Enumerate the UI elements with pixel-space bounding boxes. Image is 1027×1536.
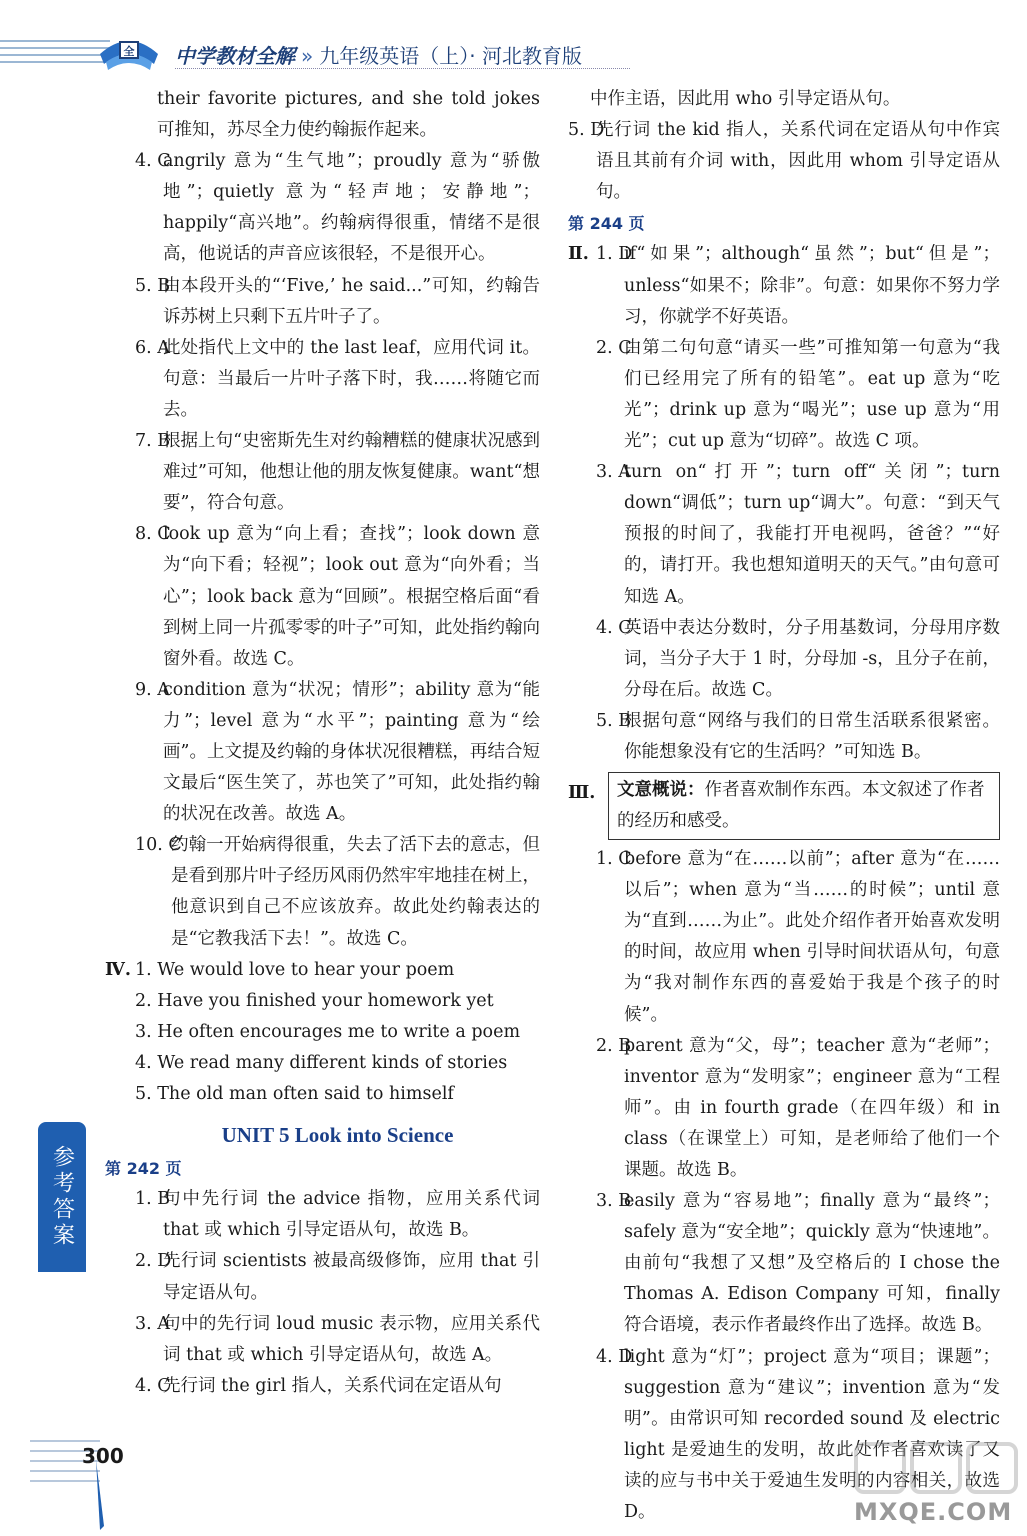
answer-explanation: before 意为“在……以前”；after 意为“在……以后”；when 意为“当……的时候”；until 意为“直到……为止”。此处介绍作者开始喜欢发明的时间，故应用 when 引导时间状语从句，句意为“我对制作东西的喜爱始于我是个孩子的时候”。 bbox=[624, 849, 1000, 1025]
answer-item-8 bbox=[135, 519, 540, 674]
answer-number: 3. B bbox=[596, 1191, 632, 1212]
answer-number: 2. B bbox=[596, 1035, 632, 1056]
watermark-text: MXQE.COM bbox=[854, 1498, 1013, 1526]
answer-number: 4. C bbox=[135, 1375, 171, 1396]
section-label: Ⅲ. bbox=[568, 783, 596, 804]
answer-explanation: 此处指代上文中的 the last leaf，应用代词 it。句意：当最后一片叶子落下时，我……将随它而去。 bbox=[163, 337, 540, 420]
answer-continuation: their favorite pictures, and she told jokes 可推知，苏尽全力使约翰振作起来。 bbox=[157, 89, 540, 141]
answer-continuation: 中作主语，因此用 who 引导定语从句。 bbox=[590, 89, 901, 109]
double-chevron-icon: » bbox=[301, 44, 314, 68]
answer-number: 4. C bbox=[596, 617, 632, 638]
answer-item-5c bbox=[596, 706, 1000, 768]
sentence-item: 4. We read many different kinds of stories bbox=[135, 1052, 508, 1073]
answer-number: 1. B bbox=[135, 1189, 171, 1210]
header-decor-lines bbox=[0, 40, 110, 68]
footer-stroke-icon bbox=[94, 1460, 106, 1532]
answer-number: 6. A bbox=[135, 337, 170, 358]
answer-item-2b bbox=[596, 333, 1000, 457]
answer-explanation: 句中的先行词 loud music 表示物，应用关系代词 that 或 which 引导定语从句，故选 A。 bbox=[163, 1313, 540, 1365]
sentence-item: 3. He often encourages me to write a poem bbox=[135, 1021, 521, 1042]
sentence-item: 2. Have you finished your homework yet bbox=[135, 990, 494, 1011]
answer-explanation: 先行词 the girl 指人，关系代词在定语从句 bbox=[163, 1375, 502, 1396]
right-column bbox=[568, 84, 1000, 1528]
answer-number: 5. B bbox=[135, 275, 171, 296]
answer-explanation: 根据句意“网络与我们的日常生活联系很紧密。你能想象没有它的生活吗？”可知选 B。 bbox=[624, 710, 1000, 762]
answer-explanation: 由第二句句意“请买一些”可推知第一句意为“我们已经用完了所有的铅笔”。eat up 意为“吃光”；drink up 意为“喝光”；use up 意为“用光”；cut up 意为“切碎”。故选 C 项。 bbox=[624, 337, 1000, 452]
answer-explanation: look up 意为“向上看；查找”；look down 意为“向下看；轻视”；look out 意为“向外看；当心”；look back 意为“回顾”。根据空格后面“看到树上同一片孤零零的叶子”可知，此处指约翰向窗外看。故选 C。 bbox=[163, 524, 540, 669]
answer-item-4 bbox=[135, 146, 540, 270]
answer-explanation: 句中先行词 the advice 指物，应用关系代词 that 或 which 引导定语从句，故选 B。 bbox=[163, 1189, 540, 1241]
answer-explanation: easily 意为“容易地”；finally 意为“最终”；safely 意为“安全地”；quickly 意为“快速地”。由前句“我想了又想”及空格后的 I chose the Thomas A. Edison Company 可知，finally 符合语境，表示作者最终作出了选择。故选 B。 bbox=[624, 1191, 1000, 1336]
page-reference: 第 242 页 bbox=[105, 1159, 182, 1179]
answer-item-2c bbox=[596, 1031, 1000, 1186]
answer-item-2 bbox=[135, 1246, 540, 1308]
section-2 bbox=[568, 239, 1000, 332]
answer-item-3c bbox=[596, 1186, 1000, 1341]
header-title bbox=[175, 40, 582, 69]
answer-number: 2. D bbox=[135, 1251, 172, 1272]
sentence-item: 5. The old man often said to himself bbox=[135, 1084, 454, 1104]
answer-item-1 bbox=[135, 1184, 540, 1246]
answer-number: 1. C bbox=[596, 849, 632, 870]
answer-explanation: 由本段开头的“‘Five,’ he said...”可知，约翰告诉苏树上只剩下五片叶子了。 bbox=[163, 275, 540, 327]
answer-explanation: condition 意为“状况；情形”；ability 意为“能力”；level 意为“水平”；painting 意为“绘画”。上文提及约翰的身体状况很糟糕，再结合短文最后“医生笑了，苏也笑了”可知，此处指约翰的状况在改善。故选 A。 bbox=[163, 679, 540, 825]
answer-explanation: 先行词 scientists 被最高级修饰，应用 that 引导定语从句。 bbox=[163, 1251, 540, 1303]
answer-item-3b bbox=[596, 457, 1000, 612]
answer-number: 3. A bbox=[596, 462, 631, 483]
answer-number: 9. A bbox=[135, 679, 170, 700]
answer-explanation: light 意为“灯”；project 意为“项目；课题”；suggestion 意为“建议”；invention 意为“发明”。由常识可知 recorded sound 及 electric light 是爱迪生的发明，故此处作者喜欢读了又读的应与书中关于爱迪生发明的内容相关，故选 D。 bbox=[624, 1346, 1000, 1523]
answer-number: 5. B bbox=[596, 710, 632, 731]
answer-item-4c bbox=[596, 613, 1000, 706]
answer-explanation: 先行词 the kid 指人，关系代词在定语从句中作宾语且其前有介词 with，因此用 whom 引导定语从句。 bbox=[596, 120, 1000, 203]
answer-number: 7. B bbox=[135, 431, 171, 452]
answer-item-1b bbox=[596, 239, 1000, 332]
answer-item-1c bbox=[596, 844, 1000, 1031]
answer-explanation: turn on“打开”；turn off“关闭”；turn down“调低”；turn up“调大”。句意：“到天气预报的时间了，我能打开电视吗，爸爸？”“好的，请打开。我也想知道明天的天气。”由句意可知选 A。 bbox=[624, 462, 1000, 607]
section-4 bbox=[105, 955, 540, 1110]
book-logo-icon bbox=[96, 24, 162, 74]
answer-item-7 bbox=[135, 426, 540, 519]
book-edition: · 河北教育版 bbox=[469, 44, 582, 68]
page-number: 300 bbox=[82, 1444, 124, 1468]
page-header bbox=[0, 0, 1027, 80]
answer-number: 2. C bbox=[596, 337, 632, 358]
section-3 bbox=[568, 772, 1000, 840]
summary-box bbox=[608, 772, 1000, 840]
answer-item-4b bbox=[135, 1371, 540, 1402]
answer-number: 10. C bbox=[135, 835, 182, 856]
header-rule bbox=[175, 68, 630, 69]
answer-number: 5. D bbox=[568, 120, 605, 141]
summary-label: 文意概说： bbox=[617, 780, 705, 801]
answer-number: 3. A bbox=[135, 1313, 170, 1334]
answer-item-3 bbox=[135, 1309, 540, 1371]
answer-explanation: 根据上句“史密斯先生对约翰糟糕的健康状况感到难过”可知，他想让他的朋友恢复健康。want“想要”，符合句意。 bbox=[163, 431, 540, 514]
answer-item-5b bbox=[568, 115, 1000, 208]
answer-item-10 bbox=[135, 830, 540, 954]
section-label: Ⅱ. bbox=[568, 244, 589, 265]
answer-number: 1. D bbox=[596, 244, 633, 265]
answer-explanation: 英语中表达分数时，分子用基数词，分母用序数词，当分子大于 1 时，分母加 -s，且分子在前，分母在后。故选 C。 bbox=[624, 617, 1000, 700]
answer-item-9 bbox=[135, 675, 540, 830]
book-subtitle: 九年级英语（上） bbox=[319, 44, 470, 68]
answer-number: 4. C bbox=[135, 151, 171, 172]
answer-explanation: angrily 意为“生气地”；proudly 意为“骄傲地”；quietly 意为“轻声地；安静地”；happily“高兴地”。约翰病得很重，情绪不是很高，他说话的声音应该很轻，不是很开心。 bbox=[163, 151, 540, 265]
sentence-list bbox=[135, 955, 540, 1110]
tab-label: 参考答案 bbox=[49, 1145, 75, 1249]
answer-explanation: 约翰一开始病得很重，失去了活下去的意志，但是看到那片叶子经历风雨仍然牢牢地挂在树上，他意识到自己不应该放弃。故此处约翰表达的是“它教我活下去！”。故选 C。 bbox=[171, 835, 540, 949]
svg-text:全: 全 bbox=[123, 45, 135, 58]
answer-number: 4. D bbox=[596, 1346, 633, 1367]
page-reference: 第 244 页 bbox=[568, 214, 645, 234]
section-label: Ⅳ. bbox=[105, 959, 131, 980]
unit-heading: UNIT 5 Look into Science bbox=[221, 1123, 454, 1148]
book-title: 中学教材全解 bbox=[175, 44, 295, 68]
answer-item-5 bbox=[135, 271, 540, 333]
answer-number: 8. C bbox=[135, 524, 171, 545]
answer-key-tab bbox=[38, 1122, 86, 1272]
answer-explanation: parent 意为“父，母”；teacher 意为“老师”；inventor 意为“发明家”；engineer 意为“工程师”。由 in fourth grade（在四年级）和 in class（在课堂上）可知，是老师给了他们一个课题。故选 B。 bbox=[624, 1035, 1000, 1180]
answer-item-6 bbox=[135, 333, 540, 426]
summary-text: 作者喜欢制作东西。本文叙述了作者的经历和感受。 bbox=[617, 780, 985, 832]
sentence-item: 1. We would love to hear your poem bbox=[135, 959, 455, 980]
left-column bbox=[105, 84, 540, 1402]
answer-explanation: if“如果”；although“虽然”；but“但是”；unless“如果不；除非”。句意：如果你不努力学习，你就学不好英语。 bbox=[624, 244, 1000, 327]
